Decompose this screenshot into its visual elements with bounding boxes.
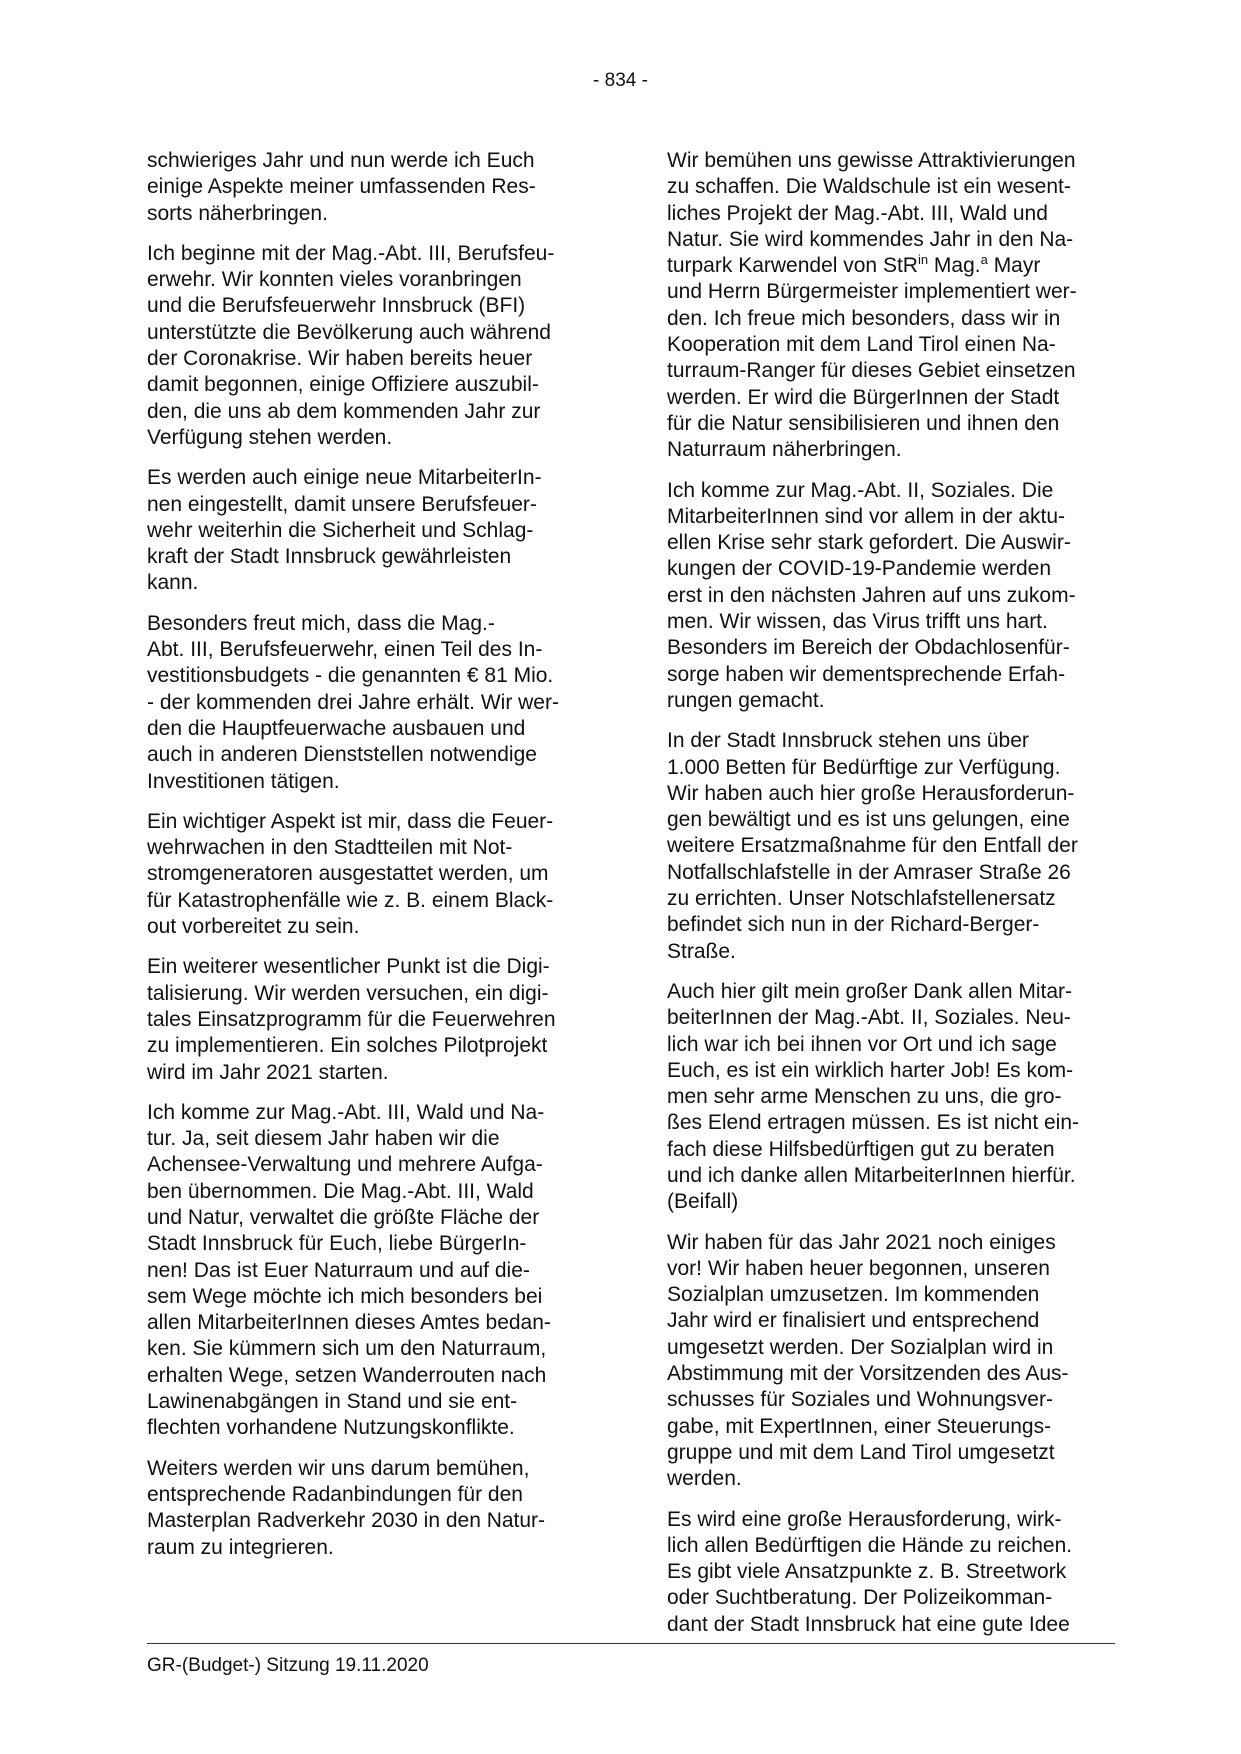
text-line: damit begonnen, einige Offiziere auszubil- <box>147 373 539 397</box>
right-paragraphs <box>667 478 1107 1638</box>
text-line: unterstützte die Bevölkerung auch während <box>147 320 551 344</box>
text-line: werden. <box>667 1467 742 1491</box>
text-line: Ich komme zur Mag.-Abt. II, Soziales. Die <box>667 478 1054 502</box>
text-line: sem Wege möchte ich mich besonders bei <box>147 1284 543 1308</box>
text-line: kungen der COVID-19-Pandemie werden <box>667 557 1052 581</box>
text-line: (Beifall) <box>667 1190 739 1214</box>
text-line: erhalten Wege, setzen Wanderrouten nach <box>147 1363 547 1387</box>
text-line: Abt. III, Berufsfeuerwehr, einen Teil des In- <box>147 638 543 662</box>
text-line: Stadt Innsbruck für Euch, liebe BürgerIn- <box>147 1232 527 1256</box>
text-line: oder Suchtberatung. Der Polizeikomman- <box>667 1586 1053 1610</box>
paragraph <box>147 1100 587 1442</box>
page-number: - 834 - <box>593 70 648 91</box>
text-line: Euch, es ist ein wirklich harter Job! Es kom- <box>667 1058 1074 1082</box>
text-line: Wir bemühen uns gewisse Attraktivierungen <box>667 149 1076 172</box>
text-line: werden. Er wird die BürgerInnen der Stadt <box>667 385 1060 409</box>
text-line: und ich danke allen MitarbeiterInnen hierfür. <box>667 1163 1076 1187</box>
text-line: schusses für Soziales und Wohnungsver- <box>667 1388 1053 1412</box>
text-line: nen! Das ist Euer Naturraum und auf die- <box>147 1258 530 1282</box>
superscript: a <box>980 252 988 268</box>
text-line: weitere Ersatzmaßnahme für den Entfall der <box>667 834 1078 858</box>
text-line: Kooperation mit dem Land Tirol einen Na- <box>667 333 1056 357</box>
text-line: Abstimmung mit der Vorsitzenden des Aus- <box>667 1362 1069 1386</box>
text-line: Investitionen tätigen. <box>147 769 340 793</box>
text-line: gabe, mit ExpertInnen, einer Steuerungs- <box>667 1414 1052 1438</box>
text-line: gruppe und mit dem Land Tirol umgesetzt <box>667 1440 1055 1464</box>
text-line: Weiters werden wir uns darum bemühen, <box>147 1456 530 1480</box>
text-line: wird im Jahr 2021 starten. <box>147 1060 389 1084</box>
text-line: lich allen Bedürftigen die Hände zu reichen. <box>667 1533 1073 1557</box>
paragraph <box>147 611 587 795</box>
text-line: schwieriges Jahr und nun werde ich Euch <box>147 149 535 172</box>
right-column <box>667 148 1107 1652</box>
text-line: Besonders im Bereich der Obdachlosenfür- <box>667 636 1070 660</box>
text-line: wehr weiterhin die Sicherheit und Schlag- <box>147 518 534 542</box>
text-line: ellen Krise sehr stark gefordert. Die Auswir- <box>667 531 1071 555</box>
text-line: erst in den nächsten Jahren auf uns zukom- <box>667 583 1076 607</box>
text-line <box>667 253 1107 279</box>
text-line: Straße. <box>667 939 736 963</box>
text-line: Wir haben auch hier große Herausforderun- <box>667 781 1075 805</box>
paragraph <box>667 728 1107 965</box>
text-line: vor! Wir haben heuer begonnen, unseren <box>667 1256 1050 1280</box>
footer-session-date: GR-(Budget-) Sitzung 19.11.2020 <box>147 1655 429 1676</box>
text-line: den. Ich freue mich besonders, dass wir in <box>667 306 1061 330</box>
text-line: Es werden auch einige neue MitarbeiterIn- <box>147 466 542 490</box>
text-line: den, die uns ab dem kommenden Jahr zur <box>147 399 541 423</box>
footer-divider <box>147 1643 1115 1644</box>
text-line: Achensee-Verwaltung und mehrere Aufga- <box>147 1153 543 1177</box>
text-line: Lawinenabgängen in Stand und sie ent- <box>147 1390 518 1414</box>
text-line: gen bewältigt und es ist uns gelungen, eine <box>667 808 1070 832</box>
text-line: In der Stadt Innsbruck stehen uns über <box>667 729 1029 753</box>
text-line: für Katastrophenfälle wie z. B. einem Black- <box>147 888 554 912</box>
text-line: MitarbeiterInnen sind vor allem in der aktu- <box>667 504 1066 528</box>
paragraph <box>667 1230 1107 1493</box>
text-line: Ich komme zur Mag.-Abt. III, Wald und Na- <box>147 1100 545 1124</box>
paragraph <box>667 478 1107 715</box>
text-line: men sehr arme Menschen zu uns, die gro- <box>667 1085 1062 1109</box>
text-line: dant der Stadt Innsbruck hat eine gute Idee <box>667 1612 1070 1636</box>
text-line: wehrwachen in den Stadtteilen mit Not- <box>147 836 513 860</box>
text-line: umgesetzt werden. Der Sozialplan wird in <box>667 1335 1054 1359</box>
text-line: und die Berufsfeuerwehr Innsbruck (BFI) <box>147 294 526 318</box>
text-line: und Herrn Bürgermeister implementiert wer- <box>667 280 1077 304</box>
text-line: einige Aspekte meiner umfassenden Res- <box>147 175 536 199</box>
text-line: kraft der Stadt Innsbruck gewährleisten <box>147 545 512 569</box>
text-line: erwehr. Wir konnten vieles voranbringen <box>147 268 522 292</box>
text-line: Verfügung stehen werden. <box>147 425 393 449</box>
paragraph <box>667 979 1107 1216</box>
text-line: stromgeneratoren ausgestattet werden, um <box>147 862 549 886</box>
text-line: rungen gemacht. <box>667 688 825 712</box>
text-fragment: Mayr <box>987 254 1041 278</box>
text-line: Naturraum näherbringen. <box>667 438 902 462</box>
text-line: Jahr wird er finalisiert und entsprechend <box>667 1309 1040 1333</box>
text-line: kann. <box>147 571 199 595</box>
text-line: sorge haben wir dementsprechende Erfah- <box>667 662 1066 686</box>
paragraph <box>147 954 587 1085</box>
text-line: out vorbereitet zu sein. <box>147 915 360 939</box>
text-line: flechten vorhandene Nutzungskonflikte. <box>147 1416 515 1440</box>
text-line: Natur. Sie wird kommendes Jahr in den Na- <box>667 227 1074 251</box>
text-line: allen MitarbeiterInnen dieses Amtes bedan- <box>147 1311 551 1335</box>
text-line: sorts näherbringen. <box>147 201 328 225</box>
text-line: der Coronakrise. Wir haben bereits heuer <box>147 347 533 371</box>
superscript: in <box>917 252 929 268</box>
text-line: zu schaffen. Die Waldschule ist ein wesent- <box>667 175 1071 199</box>
text-line: Ich beginne mit der Mag.-Abt. III, Berufsfeu- <box>147 241 555 265</box>
text-line: befindet sich nun in der Richard-Berger- <box>667 913 1040 937</box>
paragraph <box>147 809 587 940</box>
paragraph <box>147 1456 587 1561</box>
text-line: Es gibt viele Ansatzpunkte z. B. Streetwork <box>667 1560 1067 1584</box>
text-line: vestitionsbudgets - die genannten € 81 Mio. <box>147 664 554 688</box>
text-line: fach diese Hilfsbedürftigen gut zu beraten <box>667 1137 1055 1161</box>
text-line: ben übernommen. Die Mag.-Abt. III, Wald <box>147 1179 534 1203</box>
paragraph <box>667 148 1107 464</box>
text-line: zu errichten. Unser Notschlafstellenersatz <box>667 887 1056 911</box>
text-line: Wir haben für das Jahr 2021 noch einiges <box>667 1230 1056 1254</box>
text-fragment: Mag. <box>928 254 981 278</box>
paragraph <box>147 148 587 227</box>
text-line: ßes Elend ertragen müssen. Es ist nicht ein- <box>667 1111 1080 1135</box>
text-line: und Natur, verwaltet die größte Fläche der <box>147 1205 540 1229</box>
text-line: men. Wir wissen, das Virus trifft uns hart. <box>667 610 1048 634</box>
text-line: talisierung. Wir werden versuchen, ein digi- <box>147 981 549 1005</box>
paragraph <box>147 241 587 451</box>
text-line: raum zu integrieren. <box>147 1535 334 1559</box>
text-line: turraum-Ranger für dieses Gebiet einsetzen <box>667 359 1076 383</box>
text-line: tur. Ja, seit diesem Jahr haben wir die <box>147 1127 500 1151</box>
text-line: auch in anderen Dienststellen notwendige <box>147 743 537 767</box>
text-line: Es wird eine große Herausforderung, wirk- <box>667 1507 1062 1531</box>
left-column <box>147 148 587 1575</box>
text-line: tales Einsatzprogramm für die Feuerwehren <box>147 1007 556 1031</box>
text-line: Masterplan Radverkehr 2030 in den Natur- <box>147 1509 546 1533</box>
text-line: Notfallschlafstelle in der Amraser Straße 26 <box>667 860 1071 884</box>
text-line: den die Hauptfeuerwache ausbauen und <box>147 716 526 740</box>
text-fragment: turpark Karwendel von StR <box>667 254 918 278</box>
text-line: für die Natur sensibilisieren und ihnen den <box>667 411 1060 435</box>
text-line: entsprechende Radanbindungen für den <box>147 1482 523 1506</box>
text-line: Ein weiterer wesentlicher Punkt ist die Digi- <box>147 955 550 979</box>
text-line: Ein wichtiger Aspekt ist mir, dass die Feuer- <box>147 809 554 833</box>
text-line: Auch hier gilt mein großer Dank allen Mitar- <box>667 979 1072 1003</box>
paragraph <box>667 1507 1107 1638</box>
text-line: lich war ich bei ihnen vor Ort und ich sage <box>667 1032 1057 1056</box>
text-line: - der kommenden drei Jahre erhält. Wir wer- <box>147 690 559 714</box>
paragraph <box>147 465 587 596</box>
text-line: zu implementieren. Ein solches Pilotprojekt <box>147 1034 548 1058</box>
text-line: Sozialplan umzusetzen. Im kommenden <box>667 1283 1040 1307</box>
text-line: liches Projekt der Mag.-Abt. III, Wald und <box>667 201 1048 225</box>
text-line: ken. Sie kümmern sich um den Naturraum, <box>147 1337 547 1361</box>
text-line: 1.000 Betten für Bedürftige zur Verfügung. <box>667 755 1061 779</box>
text-line: Besonders freut mich, dass die Mag.- <box>147 611 495 635</box>
text-line: nen eingestellt, damit unsere Berufsfeuer- <box>147 492 537 516</box>
text-line: beiterInnen der Mag.-Abt. II, Soziales. Neu- <box>667 1006 1071 1030</box>
